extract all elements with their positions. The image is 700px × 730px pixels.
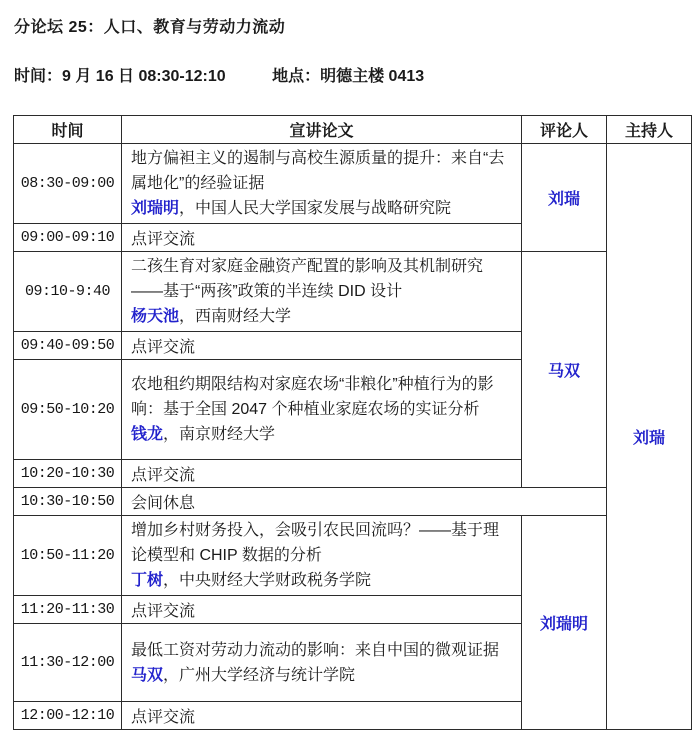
paper-cell [122, 360, 522, 460]
break-cell: 会间休息 [122, 488, 607, 516]
paper-affiliation: ，南京财经大学 [163, 426, 276, 443]
table-row [14, 488, 692, 516]
paper-author-line [131, 568, 512, 593]
paper-author: 杨天池 [131, 308, 180, 325]
paper-author: 丁树 [131, 572, 164, 589]
header-row [14, 116, 692, 144]
discussion-cell: 点评交流 [122, 460, 522, 488]
paper-cell [122, 624, 522, 702]
session-location: 地点：明德主楼 0413 [272, 68, 425, 85]
table-row [14, 144, 692, 224]
paper-cell [122, 252, 522, 332]
time-cell: 09:40-09:50 [14, 332, 122, 360]
paper-author-line [131, 663, 512, 688]
time-cell: 09:10-9:40 [14, 252, 122, 332]
paper-author: 马双 [131, 666, 164, 684]
discussion-cell: 点评交流 [122, 596, 522, 624]
schedule-table [13, 115, 692, 730]
paper-cell [122, 144, 522, 224]
paper-author-line [131, 422, 512, 447]
col-header-host: 主持人 [607, 116, 692, 144]
time-cell: 10:30-10:50 [14, 488, 122, 516]
commentator-cell: 马双 [522, 252, 607, 488]
session-time: 时间：9 月 16 日 08:30-12:10 [14, 68, 226, 85]
paper-title: 最低工资对劳动力流动的影响：来自中国的微观证据 [131, 641, 500, 659]
discussion-cell: 点评交流 [122, 224, 522, 252]
paper-affiliation: ，中央财经大学财政税务学院 [163, 572, 372, 589]
time-cell: 10:50-11:20 [14, 516, 122, 596]
commentator-cell: 刘瑞 [522, 144, 607, 252]
paper-title: 农地租约期限结构对家庭农场“非粮化”种植行为的影响：基于全国 2047 个种植业家庭农场的实证分析 [131, 376, 494, 418]
time-cell: 11:30-12:00 [14, 624, 122, 702]
page-title: 分论坛 25：人口、教育与劳动力流动 [14, 19, 286, 36]
col-header-paper: 宣讲论文 [122, 116, 522, 144]
time-cell: 08:30-09:00 [14, 144, 122, 224]
col-header-commentator: 评论人 [522, 116, 607, 144]
paper-title: 增加乡村财务投入，会吸引农民回流吗？——基于理论模型和 CHIP 数据的分析 [131, 522, 500, 564]
session-meta [14, 63, 700, 86]
col-header-time: 时间 [14, 116, 122, 144]
commentator-cell: 刘瑞明 [522, 516, 607, 730]
time-cell: 10:20-10:30 [14, 460, 122, 488]
paper-author: 刘瑞明 [131, 200, 180, 217]
paper-author-line [131, 304, 512, 329]
time-cell: 12:00-12:10 [14, 702, 122, 730]
table-row [14, 516, 692, 596]
paper-title: 二孩生育对家庭金融资产配置的影响及其机制研究——基于“两孩”政策的半连续 DID 设计 [131, 258, 484, 300]
paper-affiliation: ，广州大学经济与统计学院 [163, 666, 356, 684]
paper-title: 地方偏袒主义的遏制与高校生源质量的提升：来自“去属地化”的经验证据 [131, 150, 505, 192]
time-cell: 09:50-10:20 [14, 360, 122, 460]
table-row [14, 252, 692, 332]
paper-affiliation: ，西南财经大学 [179, 308, 292, 325]
paper-affiliation: ，中国人民大学国家发展与战略研究院 [179, 200, 452, 217]
time-cell: 09:00-09:10 [14, 224, 122, 252]
paper-author-line [131, 196, 512, 221]
time-cell: 11:20-11:30 [14, 596, 122, 624]
paper-cell [122, 516, 522, 596]
paper-author: 钱龙 [131, 426, 164, 443]
discussion-cell: 点评交流 [122, 702, 522, 730]
discussion-cell: 点评交流 [122, 332, 522, 360]
host-cell: 刘瑞 [607, 144, 692, 730]
